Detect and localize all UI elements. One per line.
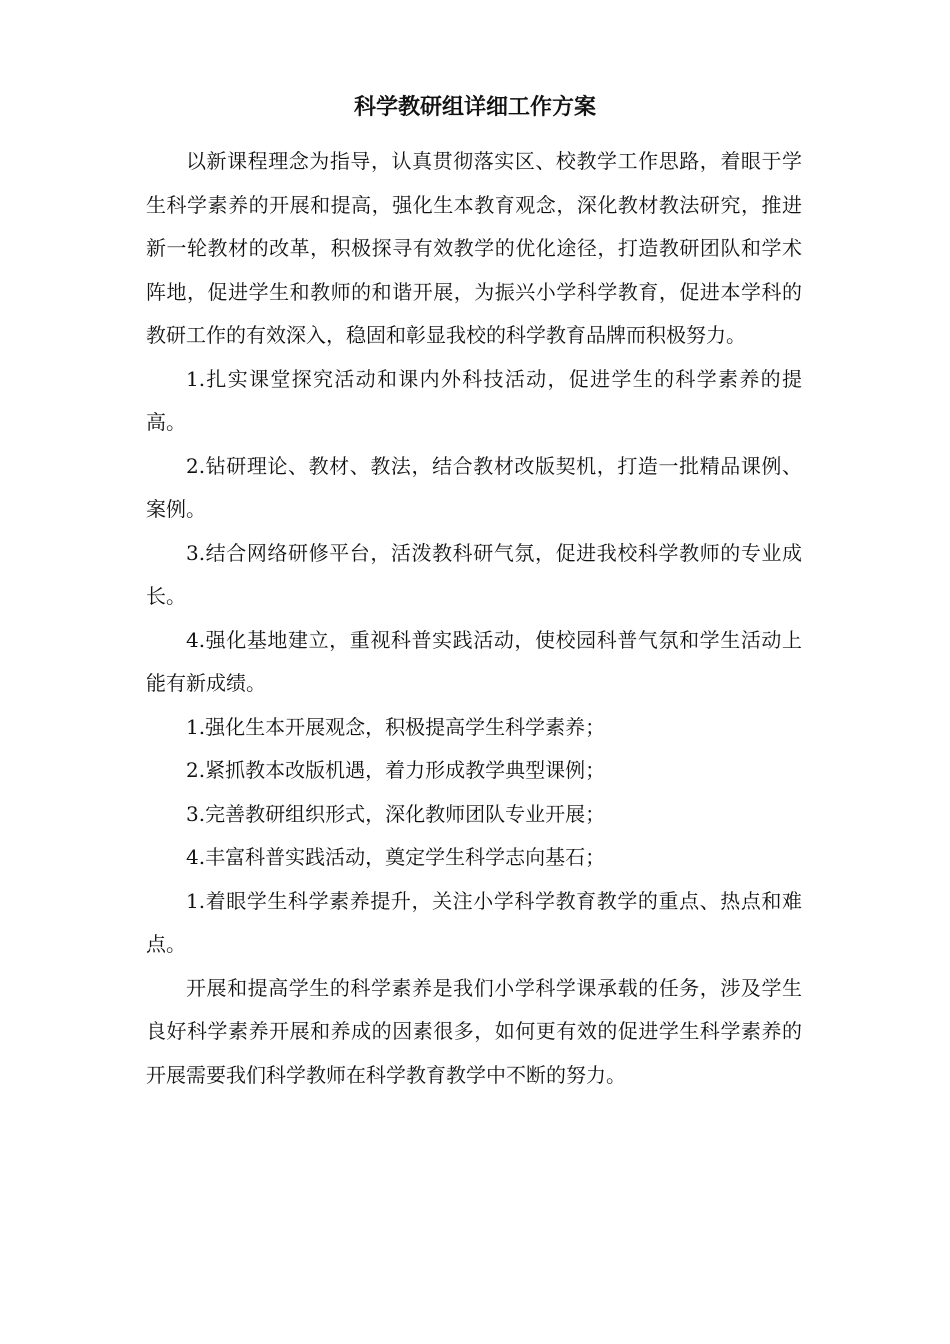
document-body [146, 140, 802, 1097]
goal-item-4: 4.强化基地建立，重视科普实践活动，使校园科普气氛和学生活动上能有新成绩。 [146, 627, 802, 695]
goal-item-3: 3.结合网络研修平台，活泼教科研气氛，促进我校科学教师的专业成长。 [146, 540, 802, 608]
measure-item-1: 1.着眼学生科学素养提升，关注小学科学教育教学的重点、热点和难点。 [146, 888, 802, 956]
focus-item-1: 1.强化生本开展观念，积极提高学生科学素养； [186, 714, 606, 739]
focus-item-4: 4.丰富科普实践活动，奠定学生科学志向基石； [186, 845, 606, 869]
goal-item-2: 2.钻研理论、教材、教法，结合教材改版契机，打造一批精品课例、案例。 [146, 453, 802, 521]
closing-paragraph: 开展和提高学生的科学素养是我们小学科学课承载的任务，涉及学生良好科学素养开展和养成的因素很多，如何更有效的促进学生科学素养的开展需要我们科学教师在科学教育教学中不断的努力。 [146, 975, 802, 1087]
focus-item-3: 3.完善教研组织形式，深化教师团队专业开展； [186, 801, 606, 826]
goal-item-1: 1.扎实课堂探究活动和课内外科技活动，促进学生的科学素养的提高。 [146, 366, 802, 434]
focus-item-2: 2.紧抓教本改版机遇，着力形成教学典型课例； [186, 758, 606, 782]
document-title: 科学教研组详细工作方案 [353, 95, 596, 120]
intro-paragraph: 以新课程理念为指导，认真贯彻落实区、校教学工作思路，着眼于学生科学素养的开展和提高，强化生本教育观念，深化教材教法研究，推进新一轮教材的改革，积极探寻有效教学的优化途径，打造教研团队和学术阵地，促进学生和教师的和谐开展，为振兴小学科学教育，促进本学科的教研工作的有效深入，稳固和彰显我校的科学教育品牌而积极努力。 [146, 149, 802, 347]
